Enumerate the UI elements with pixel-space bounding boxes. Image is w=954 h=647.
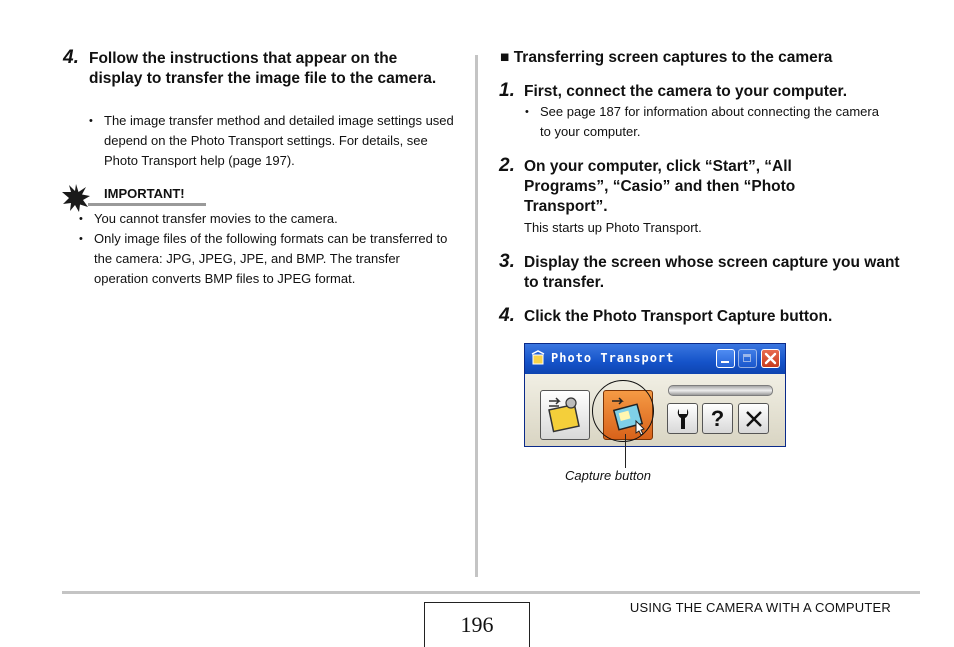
step-3-text: Display the screen whose screen capture you want to transfer. bbox=[524, 254, 900, 291]
step-3-number: 3. bbox=[499, 251, 515, 272]
chapter-title: USING THE CAMERA WITH A COMPUTER bbox=[629, 600, 891, 615]
maximize-button[interactable] bbox=[738, 349, 757, 368]
question-icon: ? bbox=[710, 405, 725, 431]
minimize-icon bbox=[721, 361, 729, 363]
x-icon bbox=[744, 409, 764, 429]
step-1-number: 1. bbox=[499, 80, 515, 101]
important-bullet-2: • Only image files of the following formats can be transferred to the camera: JPG, JPEG, JPE, and BMP. The transfer operation converts BMP files to JPEG format. bbox=[94, 229, 456, 289]
footer-divider bbox=[62, 591, 920, 594]
maximize-icon bbox=[743, 354, 751, 362]
step-4r-number: 4. bbox=[499, 305, 515, 326]
window-titlebar bbox=[525, 344, 785, 374]
step-4-bullet: • The image transfer method and detailed image settings used depend on the Photo Transport settings. For details, see Photo Transport help (page 197). bbox=[104, 111, 460, 171]
capture-caption: Capture button bbox=[565, 468, 652, 483]
settings-button[interactable] bbox=[667, 403, 698, 434]
important-bullet-1: • You cannot transfer movies to the camera. bbox=[94, 209, 456, 229]
step-2-text: On your computer, click “Start”, “All Programs”, “Casio” and then “Photo Transport”. bbox=[524, 158, 796, 215]
close-button[interactable] bbox=[761, 349, 780, 368]
exit-button[interactable] bbox=[738, 403, 769, 434]
step-1-text: First, connect the camera to your computer. bbox=[524, 83, 847, 100]
help-button[interactable] bbox=[702, 403, 733, 434]
step-1-bullet: • See page 187 for information about connecting the camera to your computer. bbox=[540, 102, 880, 142]
starburst-icon bbox=[62, 184, 90, 212]
callout-line bbox=[625, 434, 626, 468]
transfer-button[interactable] bbox=[540, 390, 590, 440]
window-title: Photo Transport bbox=[551, 351, 675, 365]
important-underline bbox=[88, 203, 206, 206]
step-2-note: This starts up Photo Transport. bbox=[524, 220, 702, 235]
section-heading bbox=[500, 49, 832, 67]
window-body bbox=[525, 374, 785, 446]
progress-bar bbox=[668, 385, 773, 396]
important-label: IMPORTANT! bbox=[104, 186, 185, 201]
step-4r-text: Click the Photo Transport Capture button. bbox=[524, 308, 833, 325]
step-4-text: Follow the instructions that appear on the display to transfer the image file to the camera. bbox=[89, 50, 437, 87]
app-icon bbox=[530, 350, 546, 366]
step-2-number: 2. bbox=[499, 155, 515, 176]
camera-transfer-icon bbox=[543, 393, 587, 437]
section-title: Transferring screen captures to the camera bbox=[513, 49, 833, 66]
callout-circle bbox=[592, 380, 654, 442]
step-4-number: 4. bbox=[63, 47, 79, 68]
photo-transport-window bbox=[524, 343, 786, 447]
page-number: 196 bbox=[424, 602, 530, 647]
wrench-icon bbox=[672, 407, 694, 431]
close-icon bbox=[762, 350, 779, 367]
column-divider bbox=[475, 55, 478, 577]
section-marker: ■ bbox=[500, 49, 510, 66]
minimize-button[interactable] bbox=[716, 349, 735, 368]
